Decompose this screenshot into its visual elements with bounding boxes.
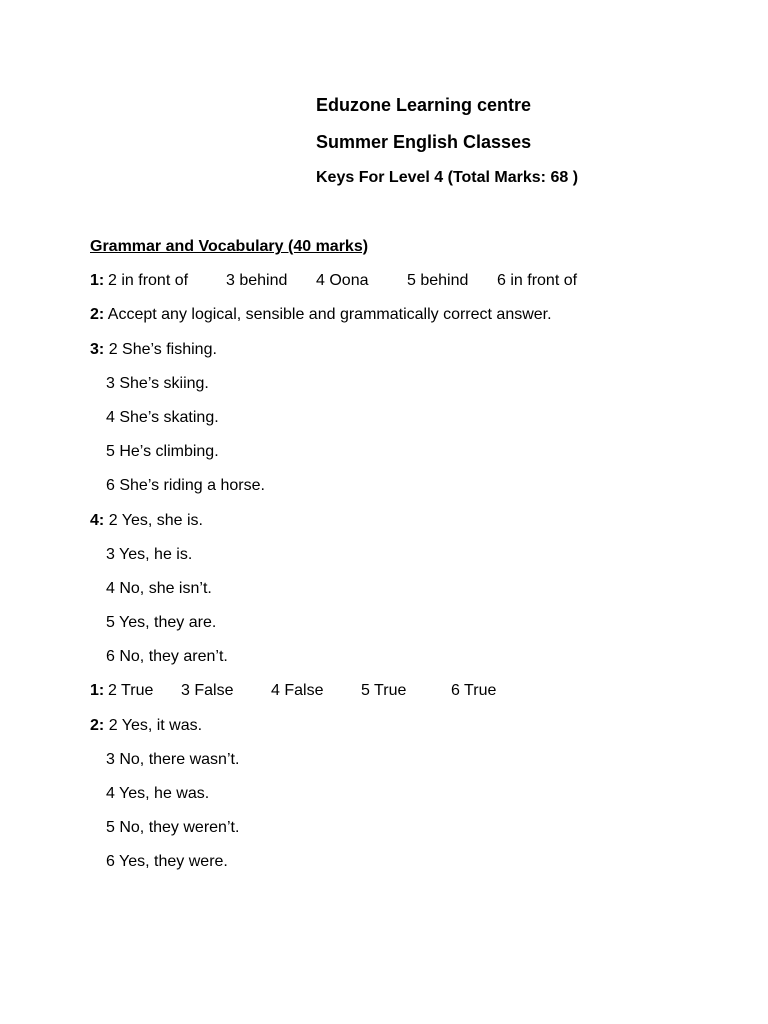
answer-line: 5 He’s climbing.	[106, 443, 219, 461]
question-3-line	[90, 337, 730, 371]
answer-line: 4 No, she isn’t.	[106, 579, 212, 597]
answer-line: 5 Yes, they are.	[106, 614, 217, 632]
answer-item: 5 True	[361, 682, 407, 700]
question-number: 1:	[90, 272, 105, 290]
answer-line: 3 Yes, he is.	[106, 545, 193, 563]
answer-item: 2 in front of	[108, 272, 189, 290]
answer-text: 2 Yes, it was.	[108, 716, 203, 734]
answer-line: 6 She’s riding a horse.	[106, 477, 265, 495]
school-name: Eduzone Learning centre	[316, 95, 532, 115]
answer-text: 2 Yes, she is.	[108, 511, 203, 529]
answer-line: 6 Yes, they were.	[106, 853, 228, 871]
answer-key-body	[90, 234, 730, 884]
answer-line: 6 No, they aren’t.	[106, 648, 228, 666]
question-number: 2:	[90, 306, 105, 324]
answer-item: 4 False	[271, 682, 324, 700]
answer-line: 5 No, they weren’t.	[106, 819, 240, 837]
keys-title: Keys For Level 4 (Total Marks: 68 )	[316, 169, 579, 186]
question-number: 2:	[90, 716, 105, 734]
answer-line: 3 No, there wasn’t.	[106, 750, 240, 768]
question-1b-line	[90, 678, 730, 712]
answer-item: 3 False	[181, 682, 234, 700]
answer-item: 4 Oona	[316, 272, 369, 290]
answer-item: 6 in front of	[497, 272, 578, 290]
answer-item: 5 behind	[407, 272, 469, 290]
question-number: 4:	[90, 511, 105, 529]
answer-line: 3 She’s skiing.	[106, 374, 209, 392]
question-number: 3:	[90, 340, 105, 358]
question-2-line	[90, 302, 730, 336]
answer-item: 3 behind	[226, 272, 288, 290]
answer-text: Accept any logical, sensible and grammatically correct answer.	[107, 306, 552, 324]
question-1-line	[90, 268, 730, 302]
question-2b-line	[90, 713, 730, 747]
answer-line: 4 She’s skating.	[106, 408, 219, 426]
section-heading-line	[90, 234, 730, 268]
answer-text: 2 She’s fishing.	[108, 340, 217, 358]
answer-line: 4 Yes, he was.	[106, 785, 210, 802]
answer-item: 2 True	[108, 682, 154, 700]
section-title: Grammar and Vocabulary (40 marks)	[90, 238, 369, 255]
class-title: Summer English Classes	[316, 132, 532, 152]
answer-item: 6 True	[451, 682, 497, 700]
question-number: 1:	[90, 682, 105, 700]
question-4-line	[90, 508, 730, 542]
